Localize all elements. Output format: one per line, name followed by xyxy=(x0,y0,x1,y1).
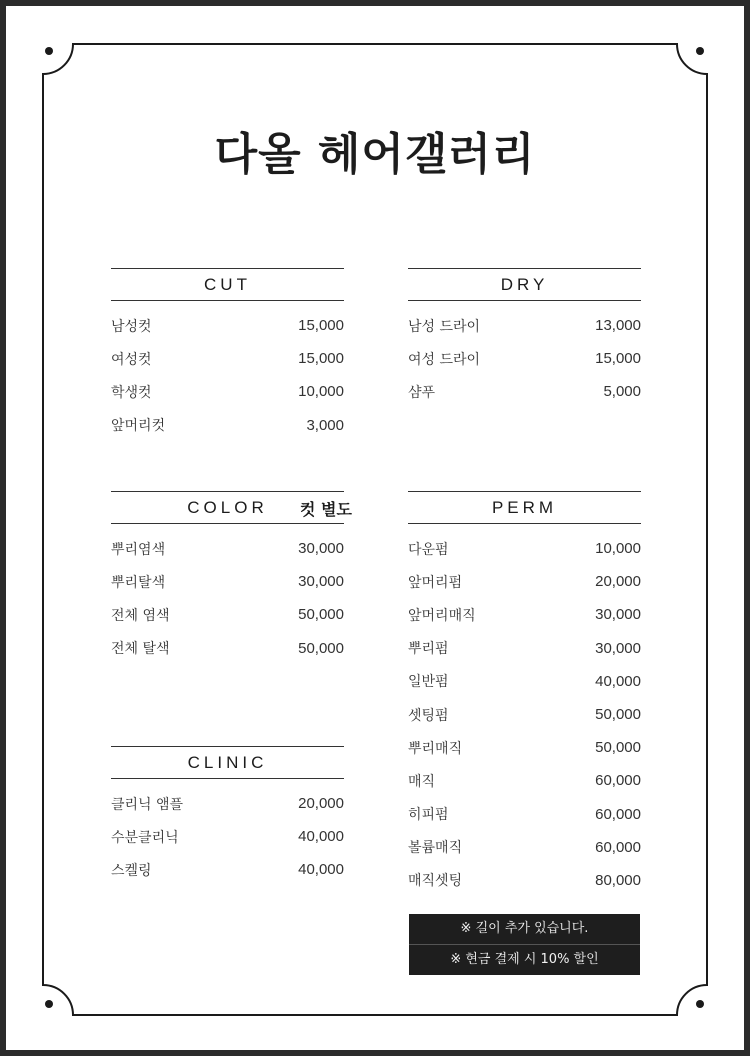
section-cut xyxy=(111,268,344,442)
item-price: 15,000 xyxy=(595,350,641,368)
list-item xyxy=(408,598,641,631)
item-name: 뿌리탈색 xyxy=(111,574,166,591)
item-price: 20,000 xyxy=(298,795,344,813)
section-color xyxy=(111,491,352,665)
section-title: CUT xyxy=(204,275,251,294)
list-item xyxy=(111,632,344,665)
item-name: 수분클리닉 xyxy=(111,829,179,846)
item-name: 앞머리컷 xyxy=(111,418,166,435)
section-perm xyxy=(408,491,641,897)
list-item xyxy=(111,565,344,598)
item-price: 50,000 xyxy=(595,739,641,757)
item-list xyxy=(111,309,344,442)
list-item xyxy=(111,342,344,375)
section-title: PERM xyxy=(491,498,558,517)
item-name: 남성컷 xyxy=(111,318,152,335)
item-price: 40,000 xyxy=(298,828,344,846)
item-price: 60,000 xyxy=(595,772,641,790)
item-name: 매직셋팅 xyxy=(408,873,463,890)
item-price: 60,000 xyxy=(595,838,641,856)
item-price: 60,000 xyxy=(595,805,641,823)
item-price: 13,000 xyxy=(595,317,641,335)
item-name: 뿌리펌 xyxy=(408,641,449,658)
list-item xyxy=(111,598,344,631)
list-item xyxy=(111,409,344,442)
list-item xyxy=(408,798,641,831)
item-name: 샴푸 xyxy=(408,384,436,401)
item-price: 30,000 xyxy=(595,606,641,624)
item-price: 30,000 xyxy=(298,540,344,558)
section-header xyxy=(408,491,641,524)
item-name: 클리닉 앰플 xyxy=(111,796,184,813)
list-item xyxy=(408,565,641,598)
item-price: 50,000 xyxy=(595,706,641,724)
item-price: 80,000 xyxy=(595,871,641,889)
list-item xyxy=(111,853,344,886)
list-item xyxy=(111,532,344,565)
section-header xyxy=(111,491,352,524)
list-item xyxy=(111,375,344,408)
item-name: 매직 xyxy=(408,773,436,790)
item-name: 뿌리염색 xyxy=(111,541,166,558)
item-price: 50,000 xyxy=(298,606,344,624)
corner-dot-bottom-left xyxy=(45,1000,53,1008)
item-name: 일반펌 xyxy=(408,674,449,691)
item-name: 뿌리매직 xyxy=(408,740,463,757)
item-price: 50,000 xyxy=(298,639,344,657)
list-item xyxy=(408,375,641,408)
list-item xyxy=(408,698,641,731)
section-note: 컷 별도 xyxy=(300,500,352,519)
corner-dot-top-right xyxy=(696,47,704,55)
item-name: 히피펌 xyxy=(408,807,449,824)
list-item xyxy=(408,532,641,565)
section-clinic xyxy=(111,746,344,887)
item-name: 앞머리매직 xyxy=(408,607,476,624)
item-price: 40,000 xyxy=(595,672,641,690)
page-title: 다올 헤어갤러리 xyxy=(214,129,536,180)
list-item xyxy=(408,864,641,897)
item-price: 5,000 xyxy=(603,383,641,401)
section-dry xyxy=(408,268,641,409)
item-price: 40,000 xyxy=(298,861,344,879)
item-name: 여성 드라이 xyxy=(408,351,481,368)
item-price: 10,000 xyxy=(595,540,641,558)
notice-box xyxy=(409,914,640,975)
item-name: 셋팅펌 xyxy=(408,707,449,724)
item-name: 전체 탈색 xyxy=(111,641,170,658)
item-price: 30,000 xyxy=(298,573,344,591)
item-price: 20,000 xyxy=(595,573,641,591)
item-list xyxy=(111,532,344,665)
list-item xyxy=(408,831,641,864)
list-item xyxy=(111,787,344,820)
notice-line-cash-discount: ※ 현금 결제 시 10% 할인 xyxy=(409,944,640,975)
list-item xyxy=(408,665,641,698)
section-header xyxy=(111,746,344,779)
item-price: 15,000 xyxy=(298,317,344,335)
section-title: DRY xyxy=(500,275,549,294)
list-item xyxy=(408,632,641,665)
corner-dot-bottom-right xyxy=(696,1000,704,1008)
section-title: CLINIC xyxy=(187,753,268,772)
list-item xyxy=(408,342,641,375)
item-name: 앞머리펌 xyxy=(408,574,463,591)
item-list xyxy=(111,787,344,887)
item-price: 30,000 xyxy=(595,639,641,657)
item-price: 15,000 xyxy=(298,350,344,368)
item-price: 3,000 xyxy=(306,416,344,434)
notice-line-length: ※ 길이 추가 있습니다. xyxy=(460,921,589,936)
section-header xyxy=(408,268,641,301)
item-name: 여성컷 xyxy=(111,351,152,368)
item-list xyxy=(408,532,641,897)
item-name: 볼륨매직 xyxy=(408,840,463,857)
item-list xyxy=(408,309,641,409)
section-header xyxy=(111,268,344,301)
section-title: COLOR xyxy=(187,498,268,517)
item-name: 남성 드라이 xyxy=(408,318,481,335)
list-item xyxy=(408,764,641,797)
item-name: 전체 염색 xyxy=(111,607,170,624)
item-name: 학생컷 xyxy=(111,384,152,401)
item-price: 10,000 xyxy=(298,383,344,401)
item-name: 다운펌 xyxy=(408,541,449,558)
item-name: 스켈링 xyxy=(111,862,152,879)
list-item xyxy=(111,820,344,853)
list-item xyxy=(408,309,641,342)
list-item xyxy=(111,309,344,342)
list-item xyxy=(408,731,641,764)
corner-dot-top-left xyxy=(45,47,53,55)
